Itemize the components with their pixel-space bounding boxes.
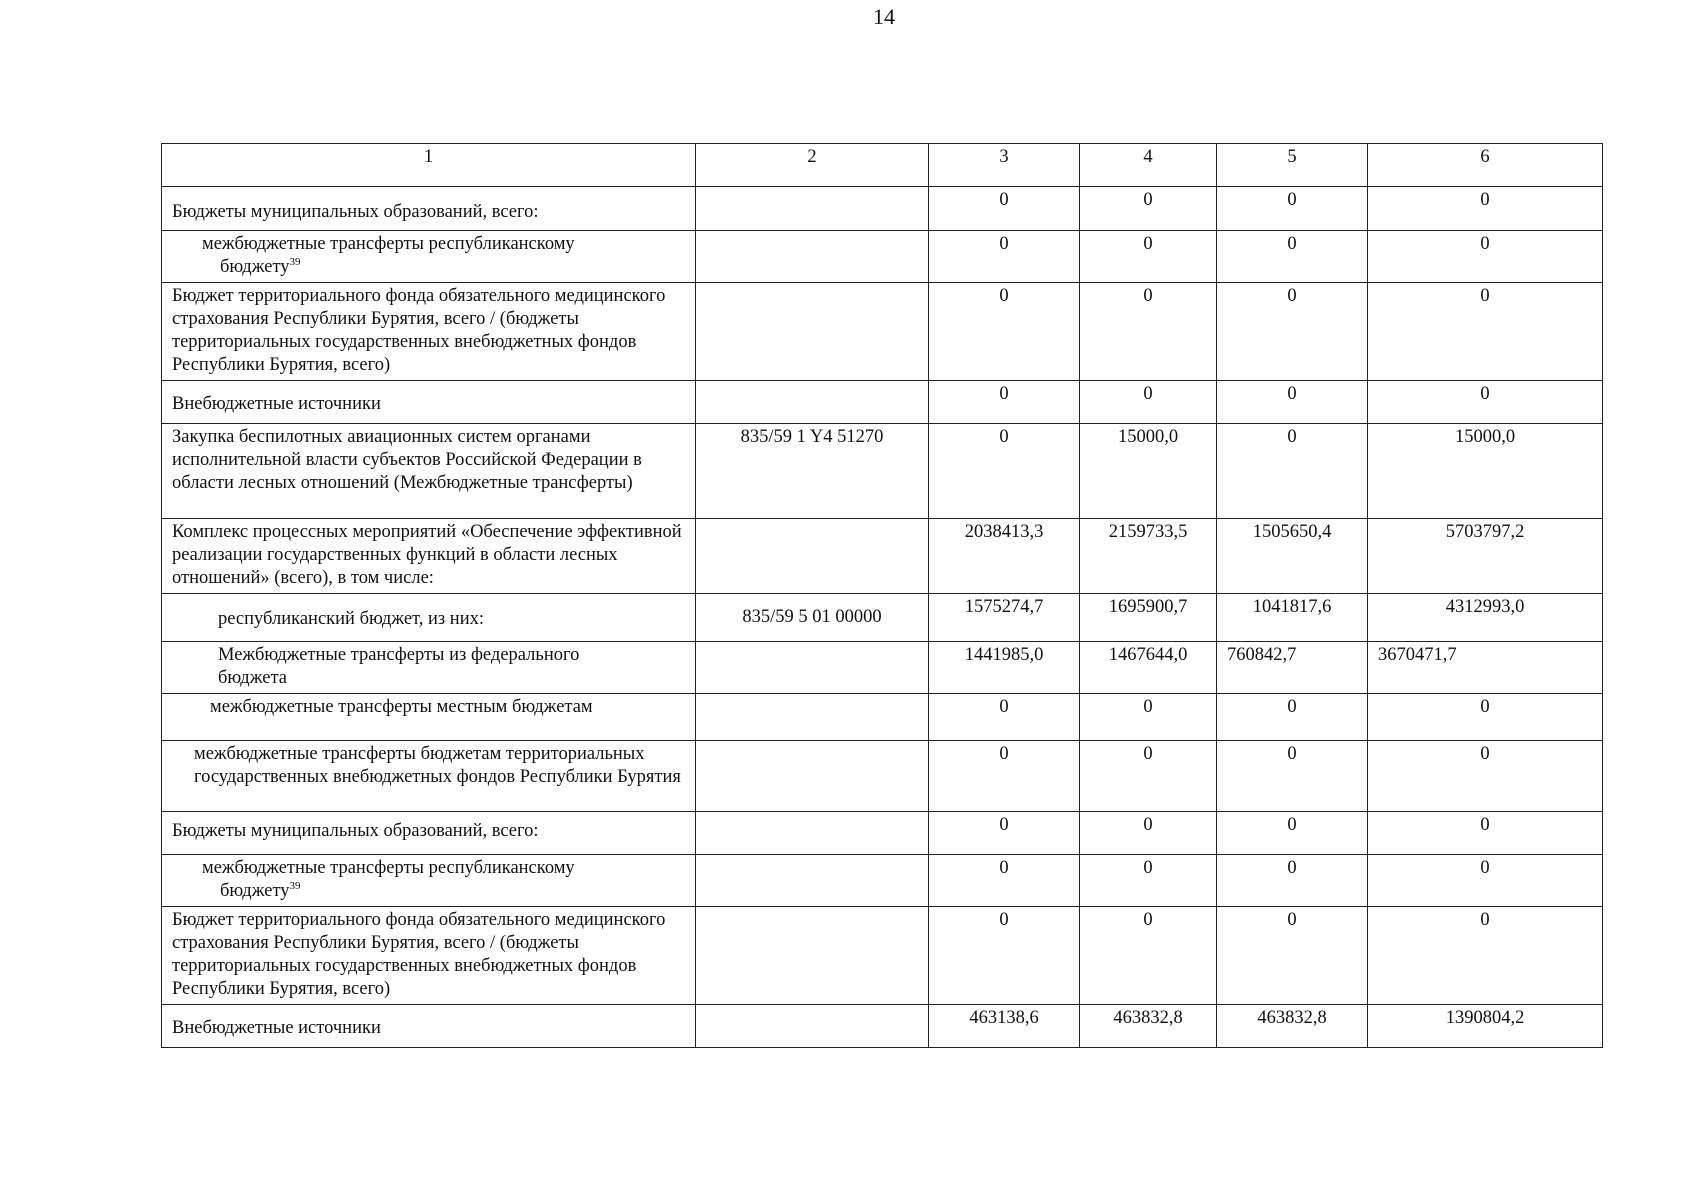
row-name bbox=[162, 642, 696, 694]
row-name-text: Межбюджетные трансферты из федерального bbox=[218, 645, 580, 665]
row-name-continuation: бюджету bbox=[220, 881, 290, 901]
row-code bbox=[696, 855, 929, 907]
row-name: Закупка беспилотных авиационных систем органами исполнительной власти субъектов Российской Федерации в области лесных отношений (Межбюджетные трансферты) bbox=[162, 424, 696, 519]
table-header-row bbox=[162, 144, 1603, 187]
row-value-5: 0 bbox=[1217, 907, 1368, 1005]
row-value-3: 0 bbox=[929, 381, 1080, 424]
table-row bbox=[162, 231, 1603, 283]
row-value-3: 463138,6 bbox=[929, 1005, 1080, 1048]
table-row bbox=[162, 519, 1603, 594]
row-value-4: 0 bbox=[1080, 907, 1217, 1005]
row-name: Бюджеты муниципальных образований, всего: bbox=[162, 812, 696, 855]
budget-table bbox=[161, 143, 1603, 1048]
row-code bbox=[696, 812, 929, 855]
table-row bbox=[162, 741, 1603, 812]
row-value-4: 2159733,5 bbox=[1080, 519, 1217, 594]
row-value-6: 0 bbox=[1368, 381, 1603, 424]
row-value-5: 0 bbox=[1217, 187, 1368, 231]
row-value-3: 0 bbox=[929, 424, 1080, 519]
row-value-4: 0 bbox=[1080, 381, 1217, 424]
row-value-6: 0 bbox=[1368, 283, 1603, 381]
row-value-5: 760842,7 bbox=[1217, 642, 1368, 694]
row-value-3: 0 bbox=[929, 812, 1080, 855]
row-value-3: 0 bbox=[929, 907, 1080, 1005]
row-code bbox=[696, 519, 929, 594]
table-row bbox=[162, 855, 1603, 907]
row-value-6: 15000,0 bbox=[1368, 424, 1603, 519]
row-value-5: 0 bbox=[1217, 381, 1368, 424]
row-value-6: 0 bbox=[1368, 694, 1603, 741]
row-code: 835/59 5 01 00000 bbox=[696, 594, 929, 642]
row-value-4: 15000,0 bbox=[1080, 424, 1217, 519]
row-value-6: 0 bbox=[1368, 855, 1603, 907]
row-value-3: 1441985,0 bbox=[929, 642, 1080, 694]
row-value-5: 0 bbox=[1217, 812, 1368, 855]
row-value-5: 0 bbox=[1217, 283, 1368, 381]
page-number: 14 bbox=[873, 4, 895, 29]
row-value-5: 0 bbox=[1217, 694, 1368, 741]
row-code bbox=[696, 381, 929, 424]
table-row bbox=[162, 283, 1603, 381]
row-name: Комплекс процессных мероприятий «Обеспечение эффективной реализации государственных функций в области лесных отношений» (всего), в том числе: bbox=[162, 519, 696, 594]
row-name bbox=[162, 231, 696, 283]
row-name bbox=[162, 187, 696, 231]
row-value-5: 1041817,6 bbox=[1217, 594, 1368, 642]
row-name: Бюджет территориального фонда обязательного медицинского страхования Республики Бурятия, всего / (бюджеты территориальных государственных внебюджетных фондов Республики Бурятия, всего) bbox=[162, 283, 696, 381]
row-value-5: 0 bbox=[1217, 741, 1368, 812]
row-name bbox=[162, 855, 696, 907]
row-value-6: 0 bbox=[1368, 812, 1603, 855]
row-value-6: 0 bbox=[1368, 907, 1603, 1005]
row-value-6: 1390804,2 bbox=[1368, 1005, 1603, 1048]
row-value-4: 1695900,7 bbox=[1080, 594, 1217, 642]
row-value-6: 0 bbox=[1368, 231, 1603, 283]
row-value-6: 0 bbox=[1368, 187, 1603, 231]
row-code bbox=[696, 283, 929, 381]
table-row bbox=[162, 642, 1603, 694]
row-code bbox=[696, 187, 929, 231]
table-row bbox=[162, 424, 1603, 519]
header-cell: 4 bbox=[1080, 144, 1217, 187]
row-value-6: 3670471,7 bbox=[1368, 642, 1603, 694]
row-value-3: 1575274,7 bbox=[929, 594, 1080, 642]
row-value-4: 0 bbox=[1080, 231, 1217, 283]
table-row bbox=[162, 1005, 1603, 1048]
header-cell: 1 bbox=[162, 144, 696, 187]
row-code bbox=[696, 694, 929, 741]
row-value-3: 0 bbox=[929, 741, 1080, 812]
row-value-3: 0 bbox=[929, 231, 1080, 283]
row-value-3: 0 bbox=[929, 694, 1080, 741]
row-name-continuation: бюджета bbox=[218, 668, 287, 688]
header-cell: 3 bbox=[929, 144, 1080, 187]
header-cell: 5 bbox=[1217, 144, 1368, 187]
row-code bbox=[696, 907, 929, 1005]
row-value-4: 463832,8 bbox=[1080, 1005, 1217, 1048]
row-value-4: 0 bbox=[1080, 187, 1217, 231]
row-name-text: Бюджеты муниципальных образований, всего: bbox=[172, 202, 539, 222]
row-value-5: 463832,8 bbox=[1217, 1005, 1368, 1048]
row-value-6: 5703797,2 bbox=[1368, 519, 1603, 594]
row-name: Бюджет территориального фонда обязательного медицинского страхования Республики Бурятия, всего / (бюджеты территориальных государственных внебюджетных фондов Республики Бурятия, всего) bbox=[162, 907, 696, 1005]
row-name-text: межбюджетные трансферты республиканскому bbox=[202, 858, 575, 878]
header-cell: 2 bbox=[696, 144, 929, 187]
row-value-4: 1467644,0 bbox=[1080, 642, 1217, 694]
row-name: межбюджетные трансферты местным бюджетам bbox=[162, 694, 696, 741]
row-value-4: 0 bbox=[1080, 812, 1217, 855]
row-code bbox=[696, 1005, 929, 1048]
row-code bbox=[696, 741, 929, 812]
row-code bbox=[696, 642, 929, 694]
row-value-4: 0 bbox=[1080, 694, 1217, 741]
table-row bbox=[162, 381, 1603, 424]
row-name: Внебюджетные источники bbox=[162, 1005, 696, 1048]
row-value-3: 0 bbox=[929, 187, 1080, 231]
table-row bbox=[162, 594, 1603, 642]
footnote-ref: 39 bbox=[289, 255, 301, 268]
row-value-5: 1505650,4 bbox=[1217, 519, 1368, 594]
row-name-text: межбюджетные трансферты республиканскому bbox=[202, 234, 575, 254]
table-row bbox=[162, 187, 1603, 231]
row-name: межбюджетные трансферты бюджетам территориальных государственных внебюджетных фондов Республики Бурятия bbox=[162, 741, 696, 812]
table-row bbox=[162, 694, 1603, 741]
row-name-continuation: бюджету bbox=[220, 257, 290, 277]
row-value-3: 2038413,3 bbox=[929, 519, 1080, 594]
footnote-ref: 39 bbox=[289, 879, 301, 892]
row-value-4: 0 bbox=[1080, 283, 1217, 381]
row-value-4: 0 bbox=[1080, 855, 1217, 907]
row-value-5: 0 bbox=[1217, 231, 1368, 283]
row-value-5: 0 bbox=[1217, 424, 1368, 519]
row-value-6: 0 bbox=[1368, 741, 1603, 812]
header-cell: 6 bbox=[1368, 144, 1603, 187]
table-row bbox=[162, 907, 1603, 1005]
row-value-3: 0 bbox=[929, 855, 1080, 907]
row-value-5: 0 bbox=[1217, 855, 1368, 907]
row-value-6: 4312993,0 bbox=[1368, 594, 1603, 642]
row-value-4: 0 bbox=[1080, 741, 1217, 812]
row-name: республиканский бюджет, из них: bbox=[162, 594, 696, 642]
row-code bbox=[696, 231, 929, 283]
row-value-3: 0 bbox=[929, 283, 1080, 381]
table-row bbox=[162, 812, 1603, 855]
row-name: Внебюджетные источники bbox=[162, 381, 696, 424]
row-code: 835/59 1 Y4 51270 bbox=[696, 424, 929, 519]
